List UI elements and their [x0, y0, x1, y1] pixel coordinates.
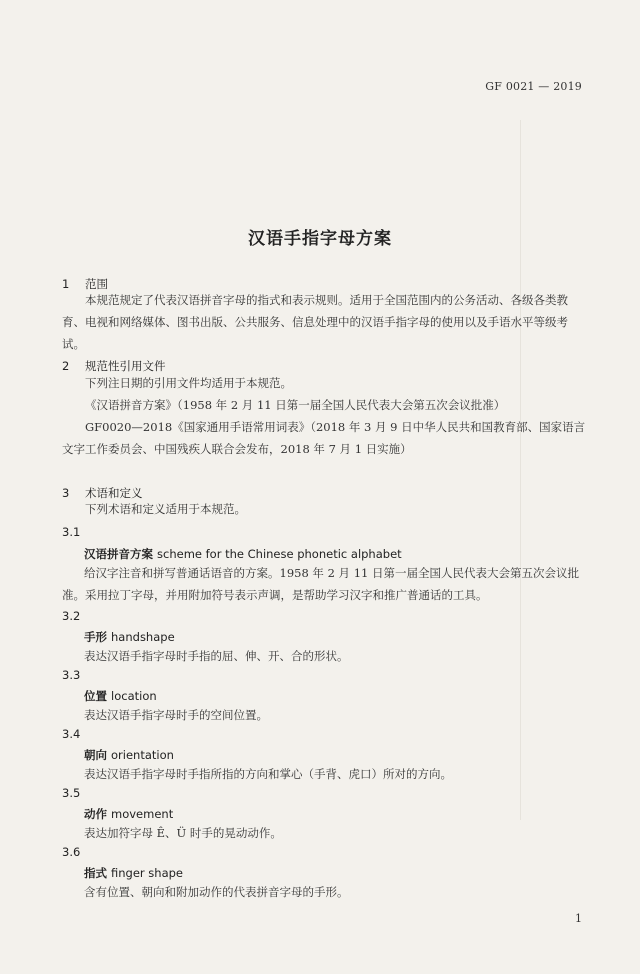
term-zh: 汉语拼音方案 [84, 547, 153, 561]
section-title: 术语和定义 [85, 486, 143, 500]
term-number: 3.2 [62, 609, 81, 623]
term-definition: 表达汉语手指字母时手指的屈、伸、开、合的形状。 [84, 649, 349, 663]
term-heading [84, 806, 173, 822]
reference-item: GF0020—2018《国家通用手语常用词表》（2018 年 3 月 9 日中华人民共和国教育部、国家语言文字工作委员会、中国残疾人联合会发布，2018 年 7 月 1 日实施） [62, 420, 586, 456]
term-number: 3.4 [62, 727, 81, 741]
section-1-body: 本规范规定了代表汉语拼音字母的指式和表示规则。适用于全国范围内的公务活动、各级各类教育、电视和网络媒体、图书出版、公共服务、信息处理中的汉语手指字母的使用以及手语水平等级考试。 [62, 293, 568, 351]
page-title: 汉语手指字母方案 [248, 229, 392, 249]
page-number: 1 [575, 912, 582, 925]
term-number: 3.6 [62, 845, 81, 859]
section-title: 规范性引用文件 [85, 359, 166, 373]
section-number: 2 [62, 359, 70, 373]
section-number: 1 [62, 277, 70, 291]
term-zh: 动作 [84, 807, 107, 821]
term-en: orientation [111, 748, 174, 762]
term-number: 3.3 [62, 668, 81, 682]
term-zh: 指式 [84, 866, 107, 880]
term-heading [84, 688, 157, 704]
term-zh: 手形 [84, 630, 107, 644]
term-heading [84, 747, 174, 763]
section-title: 范围 [85, 277, 108, 291]
term-en: handshape [111, 630, 175, 644]
term-heading [84, 546, 402, 562]
section-3-intro: 下列术语和定义适用于本规范。 [85, 502, 246, 516]
term-heading [84, 629, 175, 645]
term-zh: 朝向 [84, 748, 107, 762]
standard-code: GF 0021 — 2019 [485, 80, 582, 93]
term-number: 3.1 [62, 525, 81, 539]
term-zh: 位置 [84, 689, 107, 703]
term-heading [84, 865, 183, 881]
term-definition: 给汉字注音和拼写普通话语音的方案。1958 年 2 月 11 日第一届全国人民代表大会第五次会议批准。采用拉丁字母，并用附加符号表示声调，是帮助学习汉字和推广普通话的工具。 [62, 566, 579, 602]
reference-item: 《汉语拼音方案》（1958 年 2 月 11 日第一届全国人民代表大会第五次会议批准） [85, 398, 506, 412]
section-number: 3 [62, 486, 70, 500]
term-en: location [111, 689, 157, 703]
term-number: 3.5 [62, 786, 81, 800]
term-definition: 表达汉语手指字母时手的空间位置。 [84, 708, 268, 722]
section-2-intro: 下列注日期的引用文件均适用于本规范。 [85, 376, 292, 390]
term-definition: 含有位置、朝向和附加动作的代表拼音字母的手形。 [84, 885, 349, 899]
term-definition: 表达汉语手指字母时手指所指的方向和掌心（手背、虎口）所对的方向。 [84, 767, 452, 781]
term-en: movement [111, 807, 174, 821]
term-definition: 表达加符字母 Ê、Ü 时手的晃动动作。 [84, 826, 282, 840]
term-en: finger shape [111, 866, 184, 880]
term-en: scheme for the Chinese phonetic alphabet [157, 547, 402, 561]
